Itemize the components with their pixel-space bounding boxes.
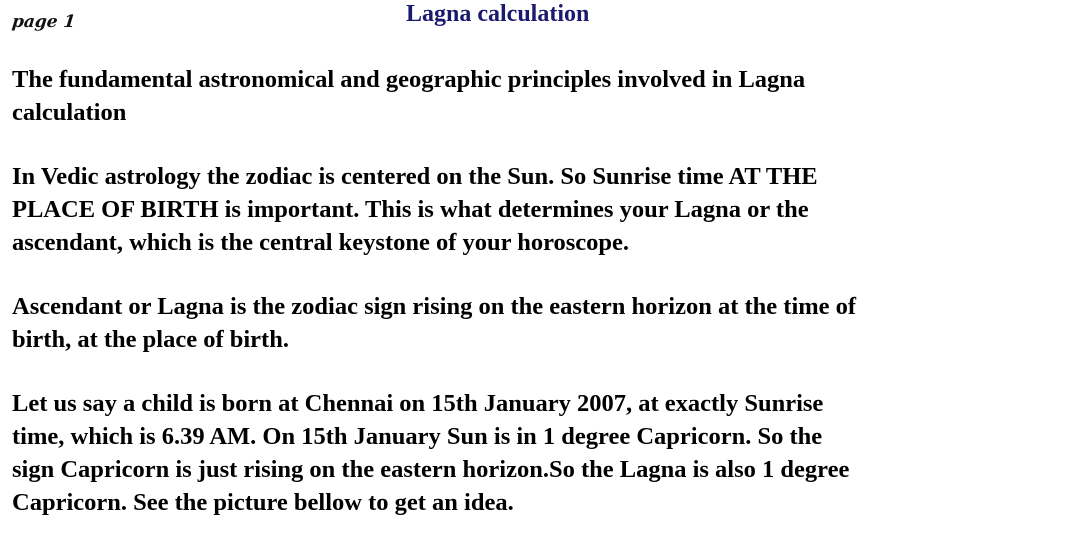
paragraph-line: The fundamental astronomical and geographic principles involved in Lagna [12,66,806,93]
page-title: Lagna calculation [406,1,590,27]
paragraph-ascendant-definition [12,290,1072,356]
paragraph-line: ascendant, which is the central keystone of your horoscope. [12,229,630,256]
paragraph-line: calculation [12,99,127,126]
paragraph-line: In Vedic astrology the zodiac is centered on the Sun. So Sunrise time AT THE [12,163,818,190]
page-number-label: page 1 [10,12,77,32]
paragraph-line: time, which is 6.39 AM. On 15th January Sun is in 1 degree Capricorn. So the [12,423,823,450]
paragraph-line: Ascendant or Lagna is the zodiac sign rising on the eastern horizon at the time of [12,293,857,320]
article-body [12,63,1072,519]
paragraph-vedic-astrology [12,160,1072,259]
paragraph-line: PLACE OF BIRTH is important. This is what determines your Lagna or the [12,196,809,223]
paragraph-line: sign Capricorn is just rising on the eastern horizon.So the Lagna is also 1 degree [12,456,850,483]
paragraph-line: Capricorn. See the picture bellow to get an idea. [12,489,514,516]
paragraph-line: birth, at the place of birth. [12,326,289,353]
paragraph-line: Let us say a child is born at Chennai on 15th January 2007, at exactly Sunrise [12,390,824,417]
paragraph-intro [12,63,1072,129]
paragraph-example [12,387,1072,519]
